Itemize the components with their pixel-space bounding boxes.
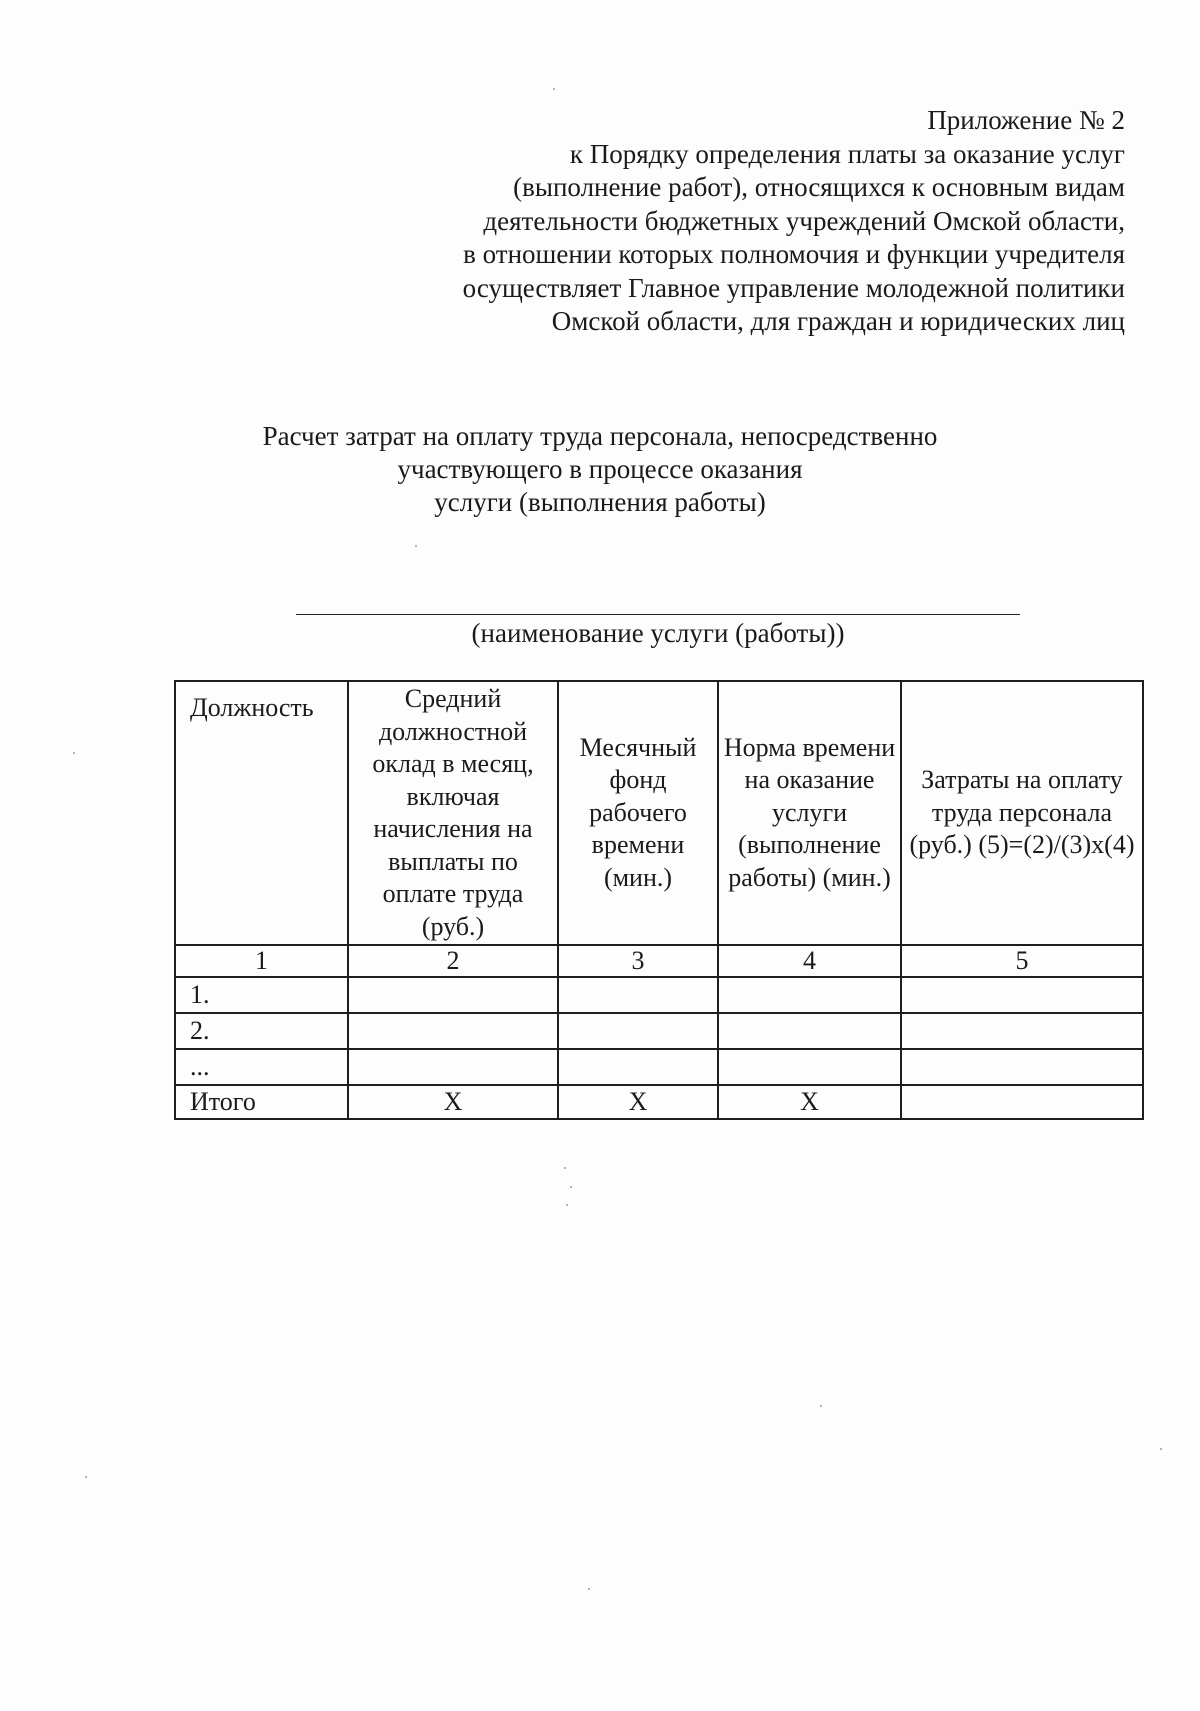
column-number: 3 — [558, 945, 718, 977]
salary-cell[interactable] — [348, 977, 558, 1013]
header-monthly-time-fund: Месячный фонд рабочего времени (мин.) — [558, 681, 718, 945]
total-cost-cell[interactable] — [901, 1085, 1143, 1119]
salary-cell[interactable] — [348, 1049, 558, 1085]
appendix-line: осуществляет Главное управление молодежной политики — [462, 272, 1125, 303]
scan-speck — [588, 1588, 590, 1590]
scan-speck — [564, 1167, 566, 1169]
scan-speck — [73, 752, 75, 754]
column-number: 2 — [348, 945, 558, 977]
service-name-caption: (наименование услуги (работы)) — [471, 618, 845, 648]
scan-speck — [820, 1405, 822, 1407]
total-row — [175, 1085, 1143, 1119]
salary-cell[interactable] — [348, 1013, 558, 1049]
title-line: участвующего в процессе оказания — [397, 454, 803, 484]
header-time-norm: Норма времени на оказание услуги (выполнение работы) (мин.) — [718, 681, 901, 945]
cost-cell[interactable] — [901, 1013, 1143, 1049]
time-norm-cell[interactable] — [718, 1013, 901, 1049]
table-row — [175, 977, 1143, 1013]
header-labor-costs: Затраты на оплату труда персонала (руб.) (5)=(2)/(3)х(4) — [901, 681, 1143, 945]
column-number: 1 — [175, 945, 348, 977]
scan-speck — [566, 1204, 568, 1206]
time-norm-cell[interactable] — [718, 1049, 901, 1085]
scan-speck — [553, 88, 555, 90]
total-time-norm-cell: Х — [718, 1085, 901, 1119]
cost-cell[interactable] — [901, 1049, 1143, 1085]
position-cell[interactable]: 2. — [175, 1013, 348, 1049]
cost-cell[interactable] — [901, 977, 1143, 1013]
total-time-fund-cell: Х — [558, 1085, 718, 1119]
total-label: Итого — [175, 1085, 348, 1119]
table-header-row — [175, 681, 1143, 945]
time-fund-cell[interactable] — [558, 1049, 718, 1085]
scan-speck — [85, 1476, 87, 1478]
scan-speck — [415, 545, 417, 547]
column-number: 4 — [718, 945, 901, 977]
appendix-line: Омской области, для граждан и юридических лиц — [551, 306, 1125, 336]
document-title — [0, 420, 1200, 519]
time-norm-cell[interactable] — [718, 977, 901, 1013]
column-number: 5 — [901, 945, 1143, 977]
column-number-row — [175, 945, 1143, 977]
appendix-line: деятельности бюджетных учреждений Омской области, — [483, 205, 1125, 236]
title-line: услуги (выполнения работы) — [434, 487, 766, 517]
position-cell[interactable]: 1. — [175, 977, 348, 1013]
appendix-line: к Порядку определения платы за оказание услуг — [569, 138, 1125, 169]
scan-speck — [1160, 1448, 1162, 1450]
appendix-line: в отношении которых полномочия и функции учредителя — [463, 239, 1125, 269]
labor-cost-table — [174, 680, 1144, 1120]
header-average-salary: Средний должностной оклад в месяц, включая начисления на выплаты по оплате труда (руб.) — [348, 681, 558, 945]
appendix-line: (выполнение работ), относящихся к основным видам — [513, 172, 1125, 202]
scan-speck — [570, 1186, 572, 1188]
total-salary-cell: Х — [348, 1085, 558, 1119]
table-row — [175, 1013, 1143, 1049]
appendix-reference — [365, 104, 1125, 339]
table-row — [175, 1049, 1143, 1085]
appendix-number: Приложение № 2 — [927, 105, 1125, 135]
title-line: Расчет затрат на оплату труда персонала, непосредственно — [262, 421, 938, 451]
position-cell[interactable]: ... — [175, 1049, 348, 1085]
service-name-field[interactable] — [296, 614, 1020, 615]
header-position: Должность — [175, 681, 348, 945]
time-fund-cell[interactable] — [558, 1013, 718, 1049]
time-fund-cell[interactable] — [558, 977, 718, 1013]
